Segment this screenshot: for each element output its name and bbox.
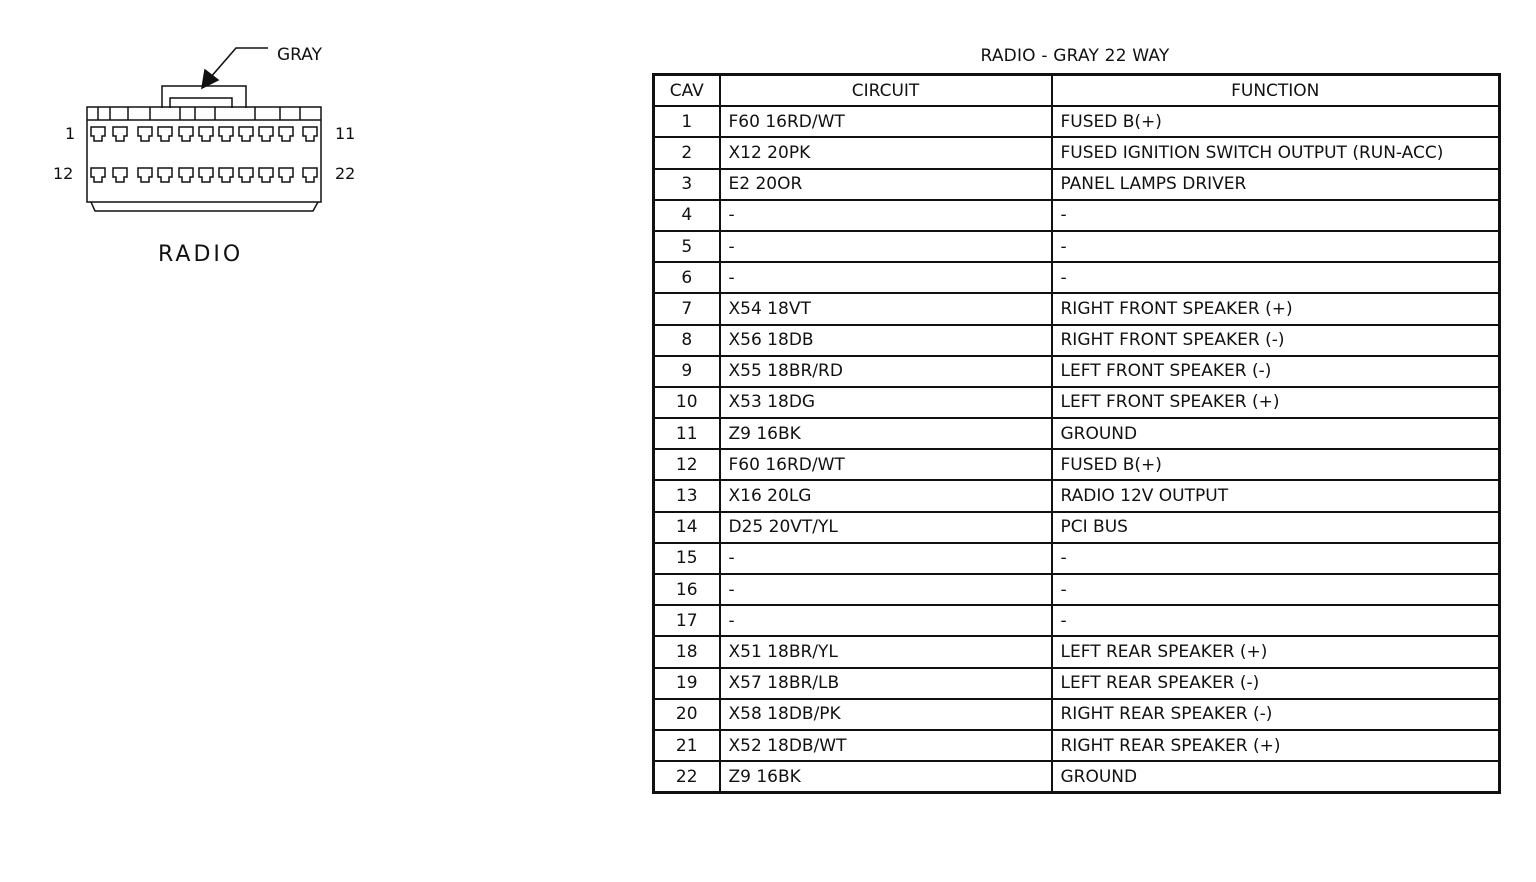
cav-cell: 8 — [654, 325, 720, 356]
cav-cell: 9 — [654, 356, 720, 387]
circuit-cell: X55 18BR/RD — [720, 356, 1052, 387]
cav-cell: 2 — [654, 137, 720, 168]
cav-cell: 22 — [654, 761, 720, 793]
circuit-cell: - — [720, 574, 1052, 605]
cav-cell: 15 — [654, 543, 720, 574]
circuit-cell: X51 18BR/YL — [720, 636, 1052, 667]
table-row — [654, 543, 1500, 574]
function-cell: GROUND — [1052, 761, 1500, 793]
function-cell: RIGHT FRONT SPEAKER (-) — [1052, 325, 1500, 356]
header-function: FUNCTION — [1052, 75, 1500, 107]
circuit-cell: - — [720, 262, 1052, 293]
function-cell: PANEL LAMPS DRIVER — [1052, 169, 1500, 200]
table-row — [654, 293, 1500, 324]
cav-cell: 17 — [654, 605, 720, 636]
circuit-cell: F60 16RD/WT — [720, 449, 1052, 480]
circuit-cell: X58 18DB/PK — [720, 699, 1052, 730]
table-row — [654, 668, 1500, 699]
table-row — [654, 325, 1500, 356]
header-circuit: CIRCUIT — [720, 75, 1052, 107]
function-cell: - — [1052, 262, 1500, 293]
pin-cavity — [239, 168, 253, 182]
pin-cavity — [199, 168, 213, 182]
table-row — [654, 636, 1500, 667]
table-row — [654, 231, 1500, 262]
pin-cavity — [219, 127, 233, 141]
pin-cavity — [279, 127, 293, 141]
table-row — [654, 169, 1500, 200]
pin-cavity — [91, 127, 105, 141]
circuit-cell: X54 18VT — [720, 293, 1052, 324]
pin-cavity — [303, 168, 317, 182]
pin-cavity — [179, 127, 193, 141]
circuit-cell: D25 20VT/YL — [720, 512, 1052, 543]
table-row — [654, 137, 1500, 168]
function-cell: FUSED IGNITION SWITCH OUTPUT (RUN-ACC) — [1052, 137, 1500, 168]
table-row — [654, 761, 1500, 793]
circuit-cell: - — [720, 605, 1052, 636]
cav-cell: 4 — [654, 200, 720, 231]
function-cell: LEFT FRONT SPEAKER (+) — [1052, 387, 1500, 418]
connector-name: RADIO — [158, 242, 244, 267]
circuit-cell: Z9 16BK — [720, 761, 1052, 793]
pinout-table-title: RADIO - GRAY 22 WAY — [980, 46, 1170, 66]
function-cell: LEFT REAR SPEAKER (+) — [1052, 636, 1500, 667]
circuit-cell: X56 18DB — [720, 325, 1052, 356]
function-cell: GROUND — [1052, 418, 1500, 449]
pin-cavity — [219, 168, 233, 182]
table-row — [654, 512, 1500, 543]
circuit-cell: - — [720, 543, 1052, 574]
function-cell: - — [1052, 543, 1500, 574]
pin-cavity — [158, 168, 172, 182]
circuit-cell: X52 18DB/WT — [720, 730, 1052, 761]
connector-color-label: GRAY — [277, 45, 322, 65]
circuit-cell: - — [720, 231, 1052, 262]
pin-cavity — [113, 168, 127, 182]
cav-cell: 21 — [654, 730, 720, 761]
cav-cell: 10 — [654, 387, 720, 418]
table-row — [654, 356, 1500, 387]
pin-cavity — [91, 168, 105, 182]
table-row — [654, 387, 1500, 418]
circuit-cell: E2 20OR — [720, 169, 1052, 200]
function-cell: LEFT REAR SPEAKER (-) — [1052, 668, 1500, 699]
table-row — [654, 418, 1500, 449]
table-header-row — [654, 75, 1500, 107]
table-row — [654, 699, 1500, 730]
gray-color-callout — [202, 45, 323, 88]
connector-latch — [162, 86, 246, 108]
function-cell: - — [1052, 200, 1500, 231]
cav-cell: 5 — [654, 231, 720, 262]
pin-cavity — [239, 127, 253, 141]
cav-cell: 19 — [654, 668, 720, 699]
cav-cell: 6 — [654, 262, 720, 293]
circuit-cell: X16 20LG — [720, 480, 1052, 511]
pin-cavity — [259, 127, 273, 141]
table-row — [654, 480, 1500, 511]
pin-cavity — [138, 127, 152, 141]
cav-cell: 13 — [654, 480, 720, 511]
circuit-cell: F60 16RD/WT — [720, 106, 1052, 137]
function-cell: FUSED B(+) — [1052, 106, 1500, 137]
circuit-cell: X57 18BR/LB — [720, 668, 1052, 699]
pin-label-12: 12 — [53, 164, 74, 183]
cav-cell: 11 — [654, 418, 720, 449]
function-cell: RIGHT REAR SPEAKER (+) — [1052, 730, 1500, 761]
cav-cell: 16 — [654, 574, 720, 605]
pinout-table — [652, 73, 1501, 794]
connector-body — [87, 107, 321, 211]
pin-label-1: 1 — [65, 124, 76, 143]
function-cell: FUSED B(+) — [1052, 449, 1500, 480]
cav-cell: 1 — [654, 106, 720, 137]
cav-cell: 14 — [654, 512, 720, 543]
header-cav: CAV — [654, 75, 720, 107]
connector-pin-row-top — [91, 127, 317, 141]
cav-cell: 20 — [654, 699, 720, 730]
circuit-cell: X53 18DG — [720, 387, 1052, 418]
function-cell: RIGHT REAR SPEAKER (-) — [1052, 699, 1500, 730]
function-cell: RIGHT FRONT SPEAKER (+) — [1052, 293, 1500, 324]
pin-label-22: 22 — [335, 164, 356, 183]
pin-cavity — [158, 127, 172, 141]
circuit-cell: Z9 16BK — [720, 418, 1052, 449]
pin-cavity — [179, 168, 193, 182]
table-row — [654, 200, 1500, 231]
table-row — [654, 262, 1500, 293]
circuit-cell: - — [720, 200, 1052, 231]
function-cell: - — [1052, 574, 1500, 605]
function-cell: - — [1052, 231, 1500, 262]
table-row — [654, 106, 1500, 137]
cav-cell: 7 — [654, 293, 720, 324]
pin-cavity — [303, 127, 317, 141]
table-row — [654, 730, 1500, 761]
cav-cell: 3 — [654, 169, 720, 200]
radio-connector-diagram — [0, 0, 400, 280]
cav-cell: 18 — [654, 636, 720, 667]
circuit-cell: X12 20PK — [720, 137, 1052, 168]
function-cell: PCI BUS — [1052, 512, 1500, 543]
function-cell: - — [1052, 605, 1500, 636]
table-row — [654, 574, 1500, 605]
pin-cavity — [279, 168, 293, 182]
table-row — [654, 605, 1500, 636]
function-cell: RADIO 12V OUTPUT — [1052, 480, 1500, 511]
function-cell: LEFT FRONT SPEAKER (-) — [1052, 356, 1500, 387]
pin-cavity — [113, 127, 127, 141]
pin-cavity — [259, 168, 273, 182]
pin-label-11: 11 — [335, 124, 356, 143]
cav-cell: 12 — [654, 449, 720, 480]
connector-pin-row-bottom — [91, 168, 317, 182]
table-row — [654, 449, 1500, 480]
pin-cavity — [199, 127, 213, 141]
pin-cavity — [138, 168, 152, 182]
